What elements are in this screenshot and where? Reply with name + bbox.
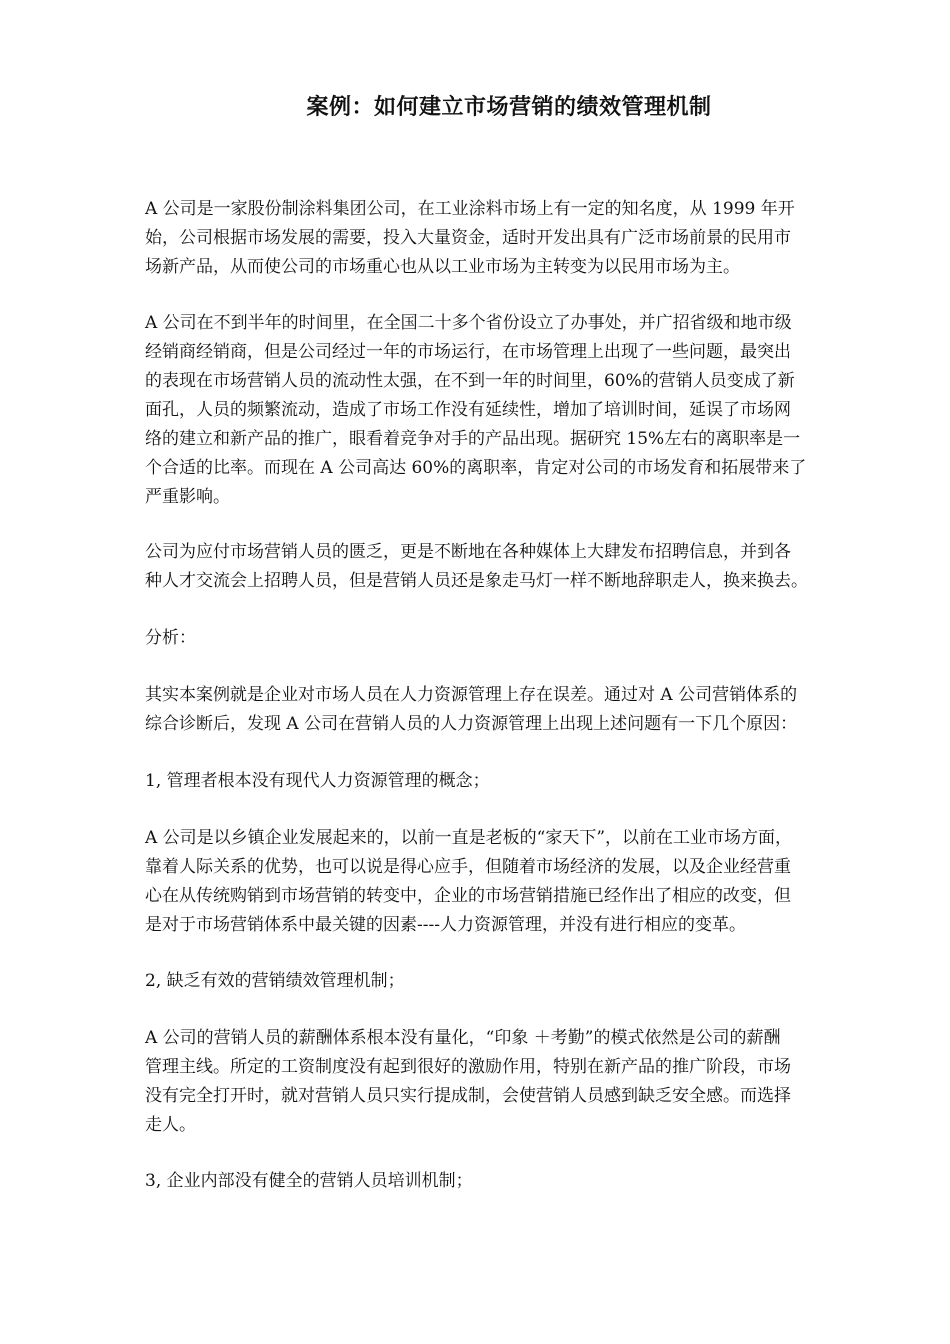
text-line: 分析：: [145, 628, 196, 648]
point-3-heading: [145, 1167, 845, 1196]
text-line: 综合诊断后，发现 A 公司在营销人员的人力资源管理上出现上述问题有一下几个原因：: [145, 714, 798, 734]
text-line: A 公司的营销人员的薪酬体系根本没有量化，“印象 ＋考勤”的模式依然是公司的薪酬: [145, 1028, 781, 1048]
text-line: 公司为应付市场营销人员的匮乏，更是不断地在各种媒体上大肆发布招聘信息，并到各: [145, 542, 791, 562]
text-line: 2, 缺乏有效的营销绩效管理机制；: [145, 971, 405, 991]
text-line: 靠着人际关系的优势，也可以说是得心应手，但随着市场经济的发展，以及企业经营重: [145, 857, 791, 877]
paragraph-recruiting: [145, 538, 845, 596]
paragraph-point-2: [145, 1024, 845, 1140]
paragraph-problem: [145, 309, 845, 512]
analysis-heading: [145, 624, 845, 653]
text-line: A 公司在不到半年的时间里，在全国二十多个省份设立了办事处，并广招省级和地市级: [145, 313, 792, 333]
text-line: 经销商经销商，但是公司经过一年的市场运行，在市场管理上出现了一些问题，最突出: [145, 342, 791, 362]
point-1-heading: [145, 767, 845, 796]
text-line: 场新产品，从而使公司的市场重心也从以工业市场为主转变为以民用市场为主。: [145, 257, 740, 277]
text-line: A 公司是以乡镇企业发展起来的，以前一直是老板的“家天下”，以前在工业市场方面，: [145, 828, 793, 848]
text-line: 心在从传统购销到市场营销的转变中，企业的市场营销措施已经作出了相应的改变，但: [145, 886, 791, 906]
text-line: 始，公司根据市场发展的需要，投入大量资金，适时开发出具有广泛市场前景的民用市: [145, 228, 791, 248]
paragraph-intro: [145, 195, 845, 282]
text-line: 3, 企业内部没有健全的营销人员培训机制；: [145, 1171, 473, 1191]
document-title: 案例：如何建立市场营销的绩效管理机制: [306, 94, 712, 120]
text-line: A 公司是一家股份制涂料集团公司，在工业涂料市场上有一定的知名度，从 1999 年开: [145, 199, 795, 219]
text-line: 1, 管理者根本没有现代人力资源管理的概念；: [145, 771, 490, 791]
text-line: 其实本案例就是企业对市场人员在人力资源管理上存在误差。通过对 A 公司营销体系的: [145, 685, 798, 705]
paragraph-analysis: [145, 681, 845, 739]
text-line: 的表现在市场营销人员的流动性太强，在不到一年的时间里，60%的营销人员变成了新: [145, 371, 795, 391]
text-line: 没有完全打开时，就对营销人员只实行提成制，会使营销人员感到缺乏安全感。而选择: [145, 1086, 791, 1106]
text-line: 个合适的比率。而现在 A 公司高达 60%的离职率，肯定对公司的市场发育和拓展带来了: [145, 458, 807, 478]
text-line: 络的建立和新产品的推广，眼看着竞争对手的产品出现。据研究 15%左右的离职率是一: [145, 429, 801, 449]
text-line: 严重影响。: [145, 487, 230, 507]
text-line: 面孔，人员的频繁流动，造成了市场工作没有延续性，增加了培训时间，延误了市场网: [145, 400, 791, 420]
point-2-heading: [145, 967, 845, 996]
text-line: 种人才交流会上招聘人员，但是营销人员还是象走马灯一样不断地辞职走人，换来换去。: [145, 571, 808, 591]
text-line: 管理主线。所定的工资制度没有起到很好的激励作用，特别在新产品的推广阶段，市场: [145, 1057, 791, 1077]
text-line: 是对于市场营销体系中最关键的因素----人力资源管理，并没有进行相应的变革。: [145, 915, 746, 935]
text-line: 走人。: [145, 1115, 196, 1135]
paragraph-point-1: [145, 824, 845, 940]
